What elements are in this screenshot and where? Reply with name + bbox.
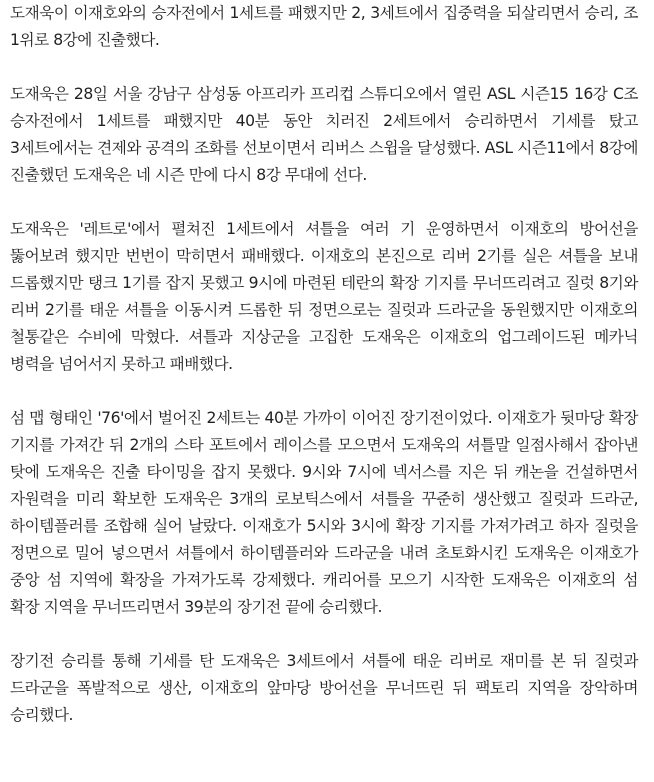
paragraph-set-3: 장기전 승리를 통해 기세를 탄 도재욱은 3세트에서 셔틀에 태운 리버로 재미를 본 뒤 질럿과 드라군을 폭발적으로 생산, 이재호의 앞마당 방어선을 무너뜨린 뒤 팩토리 지역을 장악하며 승리했다.	[10, 652, 638, 724]
paragraph-intro: 도재욱이 이재호와의 승자전에서 1세트를 패했지만 2, 3세트에서 집중력을 되살리면서 승리, 조 1위로 8강에 진출했다.	[10, 4, 638, 49]
paragraph-summary: 도재욱은 28일 서울 강남구 삼성동 아프리카 프리컵 스튜디오에서 열린 ASL 시즌15 16강 C조 승자전에서 1세트를 패했지만 40분 동안 치러진 2세트에서 승리하면서 기세를 탔고 3세트에서는 견제와 공격의 조화를 선보이면서 리버스 스윕을 달성했다. ASL 시즌11에서 8강에 진출했던 도재욱은 네 시즌 만에 다시 8강 무대에 선다.	[10, 85, 638, 184]
paragraph-set-2: 섬 맵 형태인 '76'에서 벌어진 2세트는 40분 가까이 이어진 장기전이었다. 이재호가 뒷마당 확장 기지를 가져간 뒤 2개의 스타 포트에서 레이스를 모으면서 도재욱의 셔틀말 일점사해서 잡아낸 탓에 도재욱은 진출 타이밍을 잡지 못했다. 9시와 7시에 넥서스를 지은 뒤 캐논을 건설하면서 자원력을 미리 확보한 도재욱은 3개의 로보틱스에서 셔틀을 꾸준히 생산했고 질럿과 드라군, 하이템플러를 조합해 실어 날랐다. 이재호가 5시와 3시에 확장 기지를 가져가려고 하자 질럿을 정면으로 밀어 넣으면서 셔틀에서 하이템플러와 드라군을 내려 초토화시킨 도재욱은 이재호가 중앙 섬 지역에 확장을 가져가도록 강제했다. 캐리어를 모으기 시작한 도재욱은 이재호의 섬 확장 지역을 무너뜨리면서 39분의 장기전 끝에 승리했다.	[10, 409, 638, 616]
paragraph-set-1: 도재욱은 '레트로'에서 펼쳐진 1세트에서 셔틀을 여러 기 운영하면서 이재호의 방어선을 뚫어보려 했지만 번번이 막히면서 패배했다. 이재호의 본진으로 리버 2기를 실은 셔틀을 보내 드롭했지만 탱크 1기를 잡지 못했고 9시에 마련된 테란의 확장 기지를 무너뜨리려고 질럿 8기와 리버 2기를 태운 셔틀을 이동시켜 드롭한 뒤 정면으로는 질럿과 드라군을 동원했지만 이재호의 철통같은 수비에 막혔다. 셔틀과 지상군을 고집한 도재욱은 이재호의 업그레이드된 메카닉 병력을 넘어서지 못하고 패배했다.	[10, 220, 638, 373]
